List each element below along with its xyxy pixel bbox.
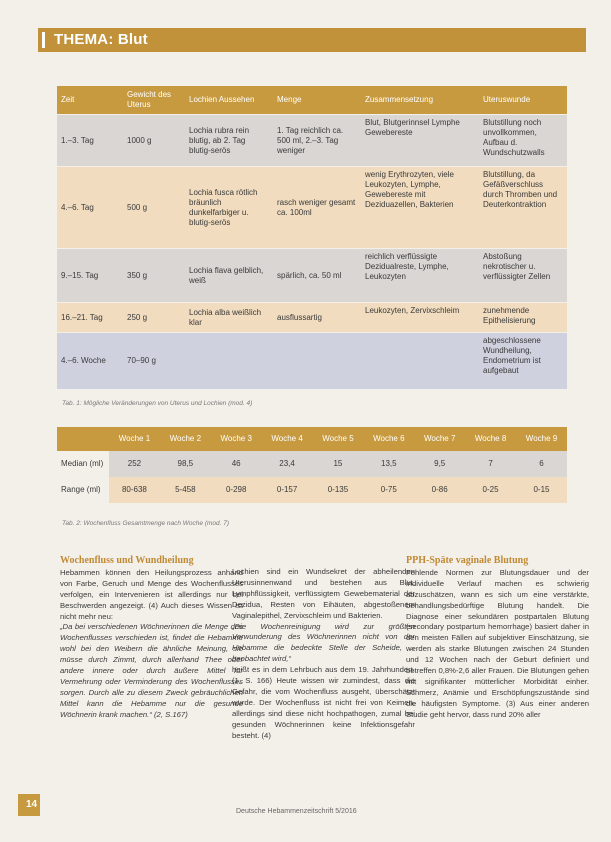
col-header: Woche 3 xyxy=(211,427,262,451)
quote-paragraph: „Die Wochenreinigung wird zur größten Verwunderung des Wöchnerinnen nicht von der Hebamme die bedeckte Stelle der Scheide, ... beobachtet wird,“ xyxy=(232,621,415,664)
table-cell: Leukozyten, Zervixschleim xyxy=(361,303,479,333)
row-label: Range (ml) xyxy=(57,477,109,503)
table-row xyxy=(57,477,567,503)
table-cell: abgeschlossene Wundheilung, Endometrium ist aufgebaut xyxy=(479,333,567,389)
col-header: Menge xyxy=(273,86,361,115)
col-header: Zusammensetzung xyxy=(361,86,479,115)
col-header xyxy=(57,427,109,451)
table-cell: 0-157 xyxy=(262,477,313,503)
section-heading: PPH-Späte vaginale Blutung xyxy=(406,555,529,566)
banner-bar xyxy=(42,32,45,48)
col-header: Woche 9 xyxy=(516,427,567,451)
table-cell: spärlich, ca. 50 ml xyxy=(273,249,361,303)
table-row xyxy=(57,333,567,389)
table-cell: 15 xyxy=(313,451,364,477)
table-cell: 0-75 xyxy=(363,477,414,503)
table-cell: 13,5 xyxy=(363,451,414,477)
table-row xyxy=(57,249,567,303)
table-cell: 46 xyxy=(211,451,262,477)
table-cell: Abstoßung nekrotischer u. verflüssigter Zellen xyxy=(479,249,567,303)
table-cell: 0-298 xyxy=(211,477,262,503)
col-header: Zeit xyxy=(57,86,123,115)
table-cell: reichlich verflüssigte Dezidualreste, Lymphe, Leukozyten xyxy=(361,249,479,303)
table-cell: 350 g xyxy=(123,249,185,303)
table-cell: 23,4 xyxy=(262,451,313,477)
table-cell: 1. Tag reichlich ca. 500 ml, 2.–3. Tag weniger xyxy=(273,115,361,167)
table-cell: 80-638 xyxy=(109,477,160,503)
table-cell: Lochia alba weißlich klar xyxy=(185,303,273,333)
col-header: Woche 4 xyxy=(262,427,313,451)
table-cell: Lochia fusca rötlich bräunlich dunkelfarbiger u. blutig-serös xyxy=(185,167,273,249)
paragraph: heißt es in dem Lehrbuch aus dem 19. Jahrhundert. (1, S. 166) Heute wissen wir zumindest, dass die Gefahr, die vom Wochenfluss ausgeht, überschätzt wurde. Der Wochenfluss ist nicht frei von Keimen, allerdings sind diese nicht hochpathogen, zumal bei gesunden Wöchnerinnen keine Infektionsgefahr besteht. (4) xyxy=(232,665,415,740)
table-cell: Blut, Blutgerinnsel Lymphe Gewebereste xyxy=(361,115,479,167)
table-cell: 4.–6. Woche xyxy=(57,333,123,389)
table-cell: 0-135 xyxy=(313,477,364,503)
table-cell: 500 g xyxy=(123,167,185,249)
journal-footer: Deutsche Hebammenzeitschrift 5/2016 xyxy=(236,808,357,815)
paragraph: Hebammen können den Heilungsprozess anhand von Farbe, Geruch und Menge des Wochenflusses verfolgen, ein Intervenieren ist allerdings nur bei Beschwerden angezeigt. (4) Auch dieses Wissen ist nicht mehr neu: xyxy=(60,567,243,621)
article-column-3 xyxy=(406,556,589,721)
table-row xyxy=(57,303,567,333)
row-label: Median (ml) xyxy=(57,451,109,477)
table-cell: Blutstillung, da Gefäßverschluss durch Thromben und Deuterkontraktion xyxy=(479,167,567,249)
table-cell: 6 xyxy=(516,451,567,477)
col-header: Woche 6 xyxy=(363,427,414,451)
col-header: Uteruswunde xyxy=(479,86,567,115)
table-cell: 4.–6. Tag xyxy=(57,167,123,249)
table-cell: Blutstillung noch unvollkommen, Aufbau d. Wundschutzwalls xyxy=(479,115,567,167)
quote-paragraph: „Da bei verschiedenen Wöchnerinnen die Menge des Wochenflusses verschieden ist, findet die Hebamme wohl bei den Weibern die ähnliche Meinung, sie müsse durch Zimmt, durch allerhand Thee oder andere innere oder durch äußere Mittel für Vermehrung oder Verminderung des Wochenflusses sorgen. Durch alle zu diesem Zweck gebräuchlichen Mittel kann die Hebamme nur die gesunde Wöchnerin krank machen.“ (2, S.167) xyxy=(60,622,243,719)
table-cell: 250 g xyxy=(123,303,185,333)
table-header-row xyxy=(57,427,567,451)
table-cell: 1.–3. Tag xyxy=(57,115,123,167)
uterus-lochia-table xyxy=(57,86,567,389)
table-cell: 0-25 xyxy=(465,477,516,503)
table-row xyxy=(57,115,567,167)
table-cell: ausflussartig xyxy=(273,303,361,333)
col-header: Woche 8 xyxy=(465,427,516,451)
col-header: Woche 5 xyxy=(313,427,364,451)
table-cell: Lochia rubra rein blutig, ab 2. Tag blutig-serös xyxy=(185,115,273,167)
table-cell xyxy=(185,333,273,389)
col-header: Gewicht des Uterus xyxy=(123,86,185,115)
col-header: Woche 2 xyxy=(160,427,211,451)
table-row xyxy=(57,451,567,477)
topic-title: THEMA: Blut xyxy=(54,31,148,48)
col-header: Woche 1 xyxy=(109,427,160,451)
table-cell: 252 xyxy=(109,451,160,477)
table-cell: 98,5 xyxy=(160,451,211,477)
table-cell xyxy=(361,333,479,389)
table-cell: 16.–21. Tag xyxy=(57,303,123,333)
table-cell: 5-458 xyxy=(160,477,211,503)
section-heading: Wochenfluss und Wundheilung xyxy=(60,555,194,566)
article-column-1 xyxy=(60,556,243,721)
paragraph: Fehlende Normen zur Blutungsdauer und der individuelle Verlauf machen es schwierig abzuschätzen, wann es sich um eine verstärkte, behandlungsbedürftige Blutung handelt. Die Diagnose einer sekundären postpartalen Blutung (secondary postpartum hemorrhage) basiert daher in den meisten Fällen auf subjektiver Einschätzung, sie werden als starke Blutungen zwischen 24 Stunden und 12 Wochen nach der Geburt definiert und betreffen 0,8%-2,6 aller Frauen. Die Blutungen gehen mit signifikanter mütterlicher Morbidität einher. Schmerz, Anämie und Erschöpfungszustände sind die häufigsten Symptome. (3) Aus einer anderen Studie geht hervor, dass rund 20% aller xyxy=(406,567,589,719)
table2-caption: Tab. 2: Wochenfluss Gesamtmenge nach Woche (mod. 7) xyxy=(62,520,230,527)
table1-caption: Tab. 1: Mögliche Veränderungen von Uterus und Lochien (mod. 4) xyxy=(62,400,253,407)
topic-banner xyxy=(38,28,586,52)
table-cell: zunehmende Epithelisierung xyxy=(479,303,567,333)
table-cell: 9.–15. Tag xyxy=(57,249,123,303)
table-cell: wenig Erythrozyten, viele Leukozyten, Lymphe, Gewebereste mit Deziduazellen, Bakterien xyxy=(361,167,479,249)
table-cell: 0-86 xyxy=(414,477,465,503)
table-cell: rasch weniger gesamt ca. 100ml xyxy=(273,167,361,249)
table-cell: 0-15 xyxy=(516,477,567,503)
table-cell: 7 xyxy=(465,451,516,477)
table-cell: Lochia flava gelblich, weiß xyxy=(185,249,273,303)
col-header: Woche 7 xyxy=(414,427,465,451)
table-cell xyxy=(273,333,361,389)
paragraph: Lochien sind ein Wundsekret der abheilenden Uterusinnenwand und bestehen aus Blut, Lymphflüssigkeit, verflüssigtem Gewebematerial der Dezidua, Resten von Eihäuten, abgestoßenem Vaginalepithel, Zervixschleim und Bakterien. xyxy=(232,567,415,620)
article-column-2 xyxy=(232,567,415,742)
page-number: 14 xyxy=(26,799,38,810)
col-header: Lochien Aussehen xyxy=(185,86,273,115)
table-cell: 70–90 g xyxy=(123,333,185,389)
lochia-volume-table xyxy=(57,427,567,503)
table-cell: 9,5 xyxy=(414,451,465,477)
table-cell: 1000 g xyxy=(123,115,185,167)
table-header-row xyxy=(57,86,567,115)
table-row xyxy=(57,167,567,249)
